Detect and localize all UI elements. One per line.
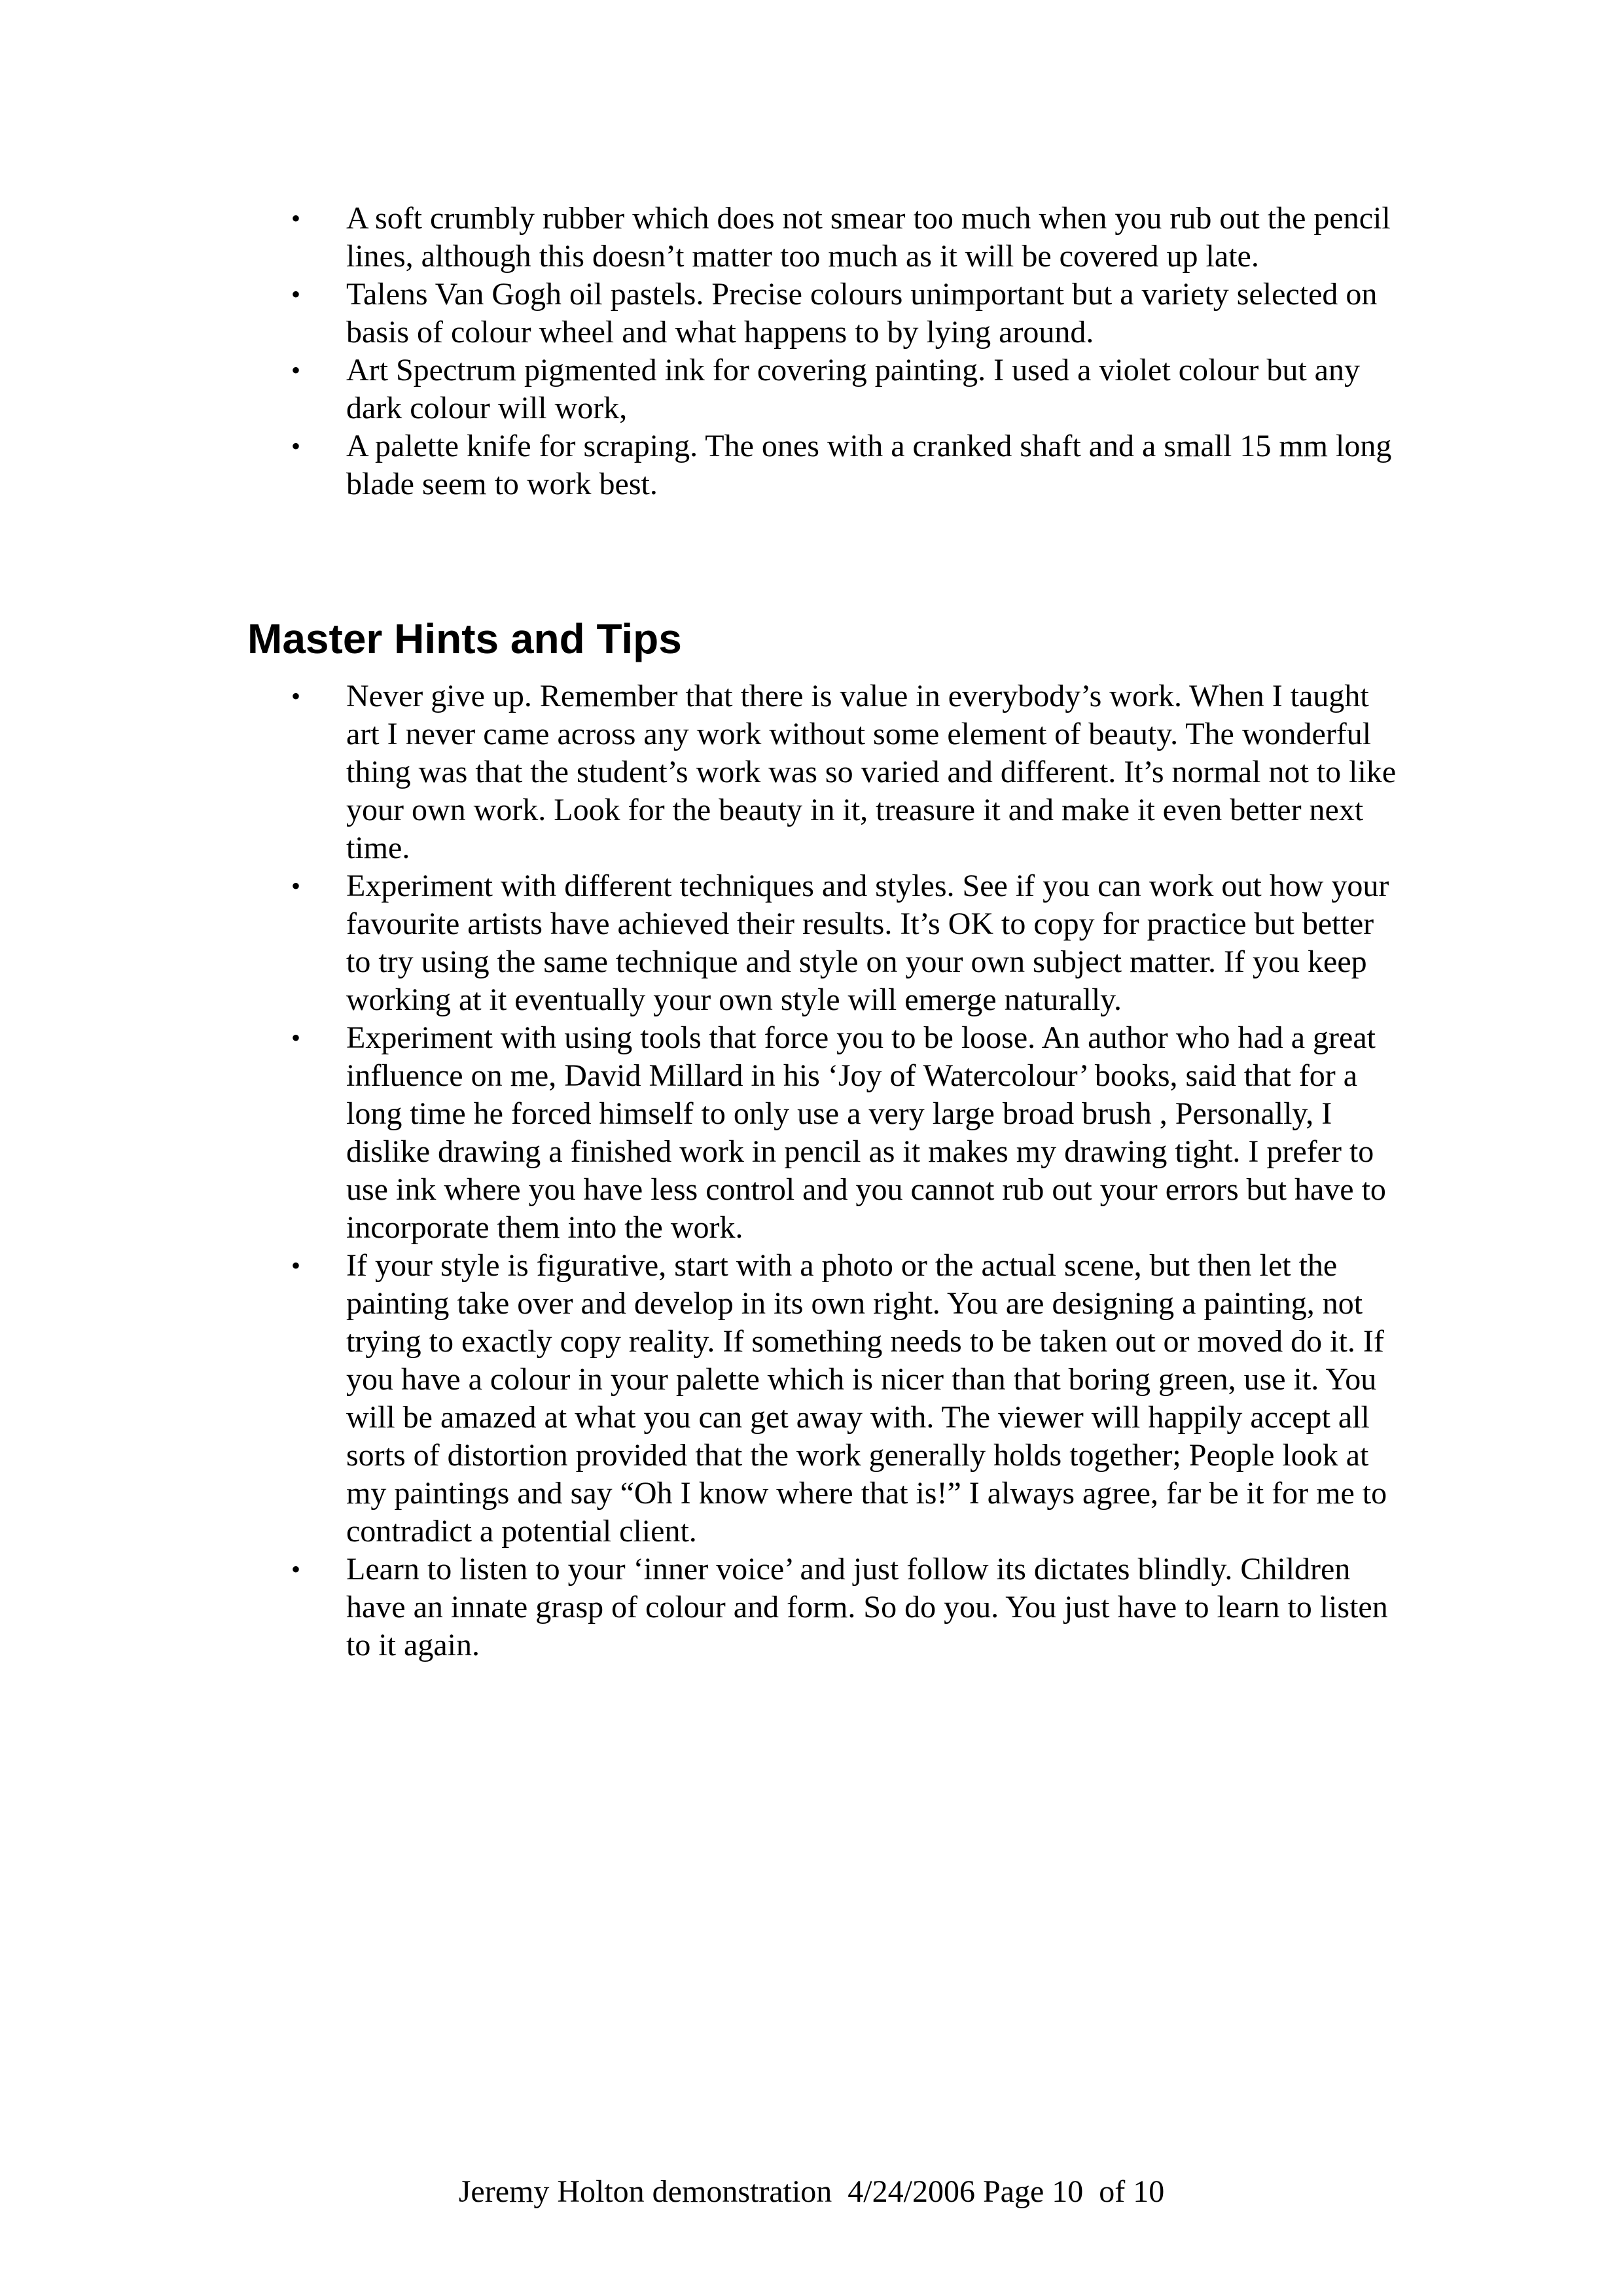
list-item <box>291 677 1397 867</box>
list-item <box>291 1551 1397 1664</box>
bullet-icon: • <box>291 1023 301 1052</box>
bullet-icon: • <box>291 279 301 309</box>
page-footer <box>0 2173 1623 2211</box>
bullet-icon: • <box>291 1251 301 1280</box>
list-item <box>291 1247 1397 1551</box>
bullet-icon: • <box>291 431 301 461</box>
list-item <box>291 867 1397 1019</box>
list-item <box>291 351 1397 427</box>
list-item-text: Learn to listen to your ‘inner voice’ and just follow its dictates blindly. Children have an innate grasp of colour and form. So do you. You just have to learn to listen to it again. <box>346 1552 1388 1662</box>
bullet-icon: • <box>291 204 301 233</box>
bullet-icon: • <box>291 355 301 385</box>
list-item-text: Experiment with different techniques and styles. See if you can work out how your favourite artists have achieved their results. It’s OK to copy for practice but better to try using the same technique and style on your own subject matter. If you keep working at it eventually your own style will emerge naturally. <box>346 869 1389 1017</box>
bullet-icon: • <box>291 681 301 711</box>
list-item-text: Experiment with using tools that force you to be loose. An author who had a great influence on me, David Millard in his ‘Joy of Watercolour’ books, said that for a long time he forced himself to only use a very large broad brush , Personally, I dislike drawing a finished work in pencil as it makes my drawing tight. I prefer to use ink where you have less control and you cannot rub out your errors but have to incorporate them into the work. <box>346 1020 1386 1245</box>
tips-list <box>291 677 1397 1664</box>
list-item-text: If your style is figurative, start with a photo or the actual scene, but then let the painting take over and develop in its own right. You are designing a painting, not trying to exactly copy reality. If something needs to be taken out or moved do it. If you have a colour in your palette which is nicer than that boring green, use it. You will be amazed at what you can get away with. The viewer will happily accept all sorts of distortion provided that the work generally holds together; People look at my paintings and say “Oh I know where that is!” I always agree, far be it for me to contradict a potential client. <box>346 1248 1387 1549</box>
list-item-text: Never give up. Remember that there is value in everybody’s work. When I taught art I never came across any work without some element of beauty. The wonderful thing was that the student’s work was so varied and different. It’s normal not to like your own work. Look for the beauty in it, treasure it and make it even better next time. <box>346 679 1397 865</box>
list-item <box>291 276 1397 351</box>
footer-text: Jeremy Holton demonstration 4/24/2006 Page 10 of 10 <box>458 2174 1165 2209</box>
section-heading: Master Hints and Tips <box>247 615 682 662</box>
materials-list <box>291 200 1397 503</box>
list-item-text: Art Spectrum pigmented ink for covering painting. I used a violet colour but any dark colour will work, <box>346 353 1360 425</box>
list-item <box>291 200 1397 276</box>
bullet-icon: • <box>291 871 301 901</box>
list-item <box>291 427 1397 503</box>
list-item-text: Talens Van Gogh oil pastels. Precise colours unimportant but a variety selected on basis of colour wheel and what happens to by lying around. <box>346 277 1378 350</box>
list-item <box>291 1019 1397 1247</box>
bullet-icon: • <box>291 1554 301 1584</box>
list-item-text: A palette knife for scraping. The ones with a cranked shaft and a small 15 mm long blade seem to work best. <box>346 429 1392 501</box>
list-item-text: A soft crumbly rubber which does not smear too much when you rub out the pencil lines, although this doesn’t matter too much as it will be covered up late. <box>346 201 1391 274</box>
